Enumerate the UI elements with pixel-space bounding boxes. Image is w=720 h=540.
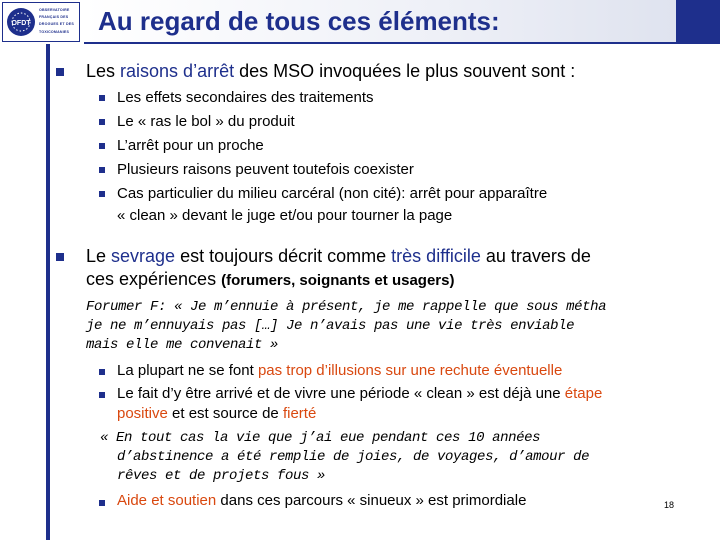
illusions-text: La plupart ne se font (117, 362, 258, 379)
bullet-icon (56, 253, 64, 261)
etape-highlight: étape (564, 385, 603, 402)
sevrage-highlight: sevrage (111, 246, 176, 266)
page-number: 18 (664, 500, 675, 510)
list-item (117, 362, 562, 379)
bullet-icon (56, 68, 64, 76)
source-text: et est source de (167, 405, 283, 422)
list-item-continued (117, 405, 316, 422)
logo-line: FRANÇAIS DES (39, 15, 69, 20)
list-item: Le « ras le bol » du produit (117, 113, 295, 130)
sub-bullet-icon (99, 392, 105, 398)
list-item: Plusieurs raisons peuvent toutefois coexister (117, 161, 414, 178)
sources-note: (forumers, soignants et usagers) (221, 272, 455, 289)
illusions-highlight: pas trop d’illusions sur une rechute éventuelle (257, 362, 563, 379)
list-item: Cas particulier du milieu carcéral (non cité): arrêt pour apparaître (117, 185, 548, 202)
sub-bullet-icon (99, 191, 105, 197)
corner-block (676, 0, 720, 44)
sub-bullet-icon (99, 119, 105, 125)
lead-highlight: raisons d’arrêt (120, 61, 235, 81)
section2-lead (86, 246, 591, 267)
clean-period-text: Le fait d’y être arrivé et de vivre une période « clean » est déjà une (117, 385, 565, 402)
quote-line: « En tout cas la vie que j’ai eue pendant ces 10 années (100, 430, 541, 446)
sub-bullet-icon (99, 143, 105, 149)
logo-text (39, 7, 77, 36)
quote-line: Forumer F: « Je m’ennuie à présent, je me rappelle que sous métha (86, 299, 607, 315)
fierte-highlight: fierté (282, 405, 317, 422)
quote-line: d’abstinence a été remplie de joies, de voyages, d’amour de (117, 449, 590, 465)
closing-text: dans ces parcours « sinueux » est primordiale (216, 492, 527, 509)
logo-emblem-icon (6, 7, 36, 37)
sevrage-text-end: au travers de (480, 246, 591, 266)
quote-line: mais elle me convenait » (86, 337, 279, 353)
support-highlight: Aide et soutien (117, 492, 217, 509)
slide-title: Au regard de tous ces éléments: (98, 6, 500, 36)
sub-bullet-icon (99, 500, 105, 506)
list-item (117, 385, 602, 402)
quote-line: je ne m’ennuyais pas […] Je n’avais pas une vie très enviable (86, 318, 575, 334)
sub-bullet-icon (99, 95, 105, 101)
list-item: L’arrêt pour un proche (117, 137, 264, 154)
experiences-text: ces expériences (86, 269, 222, 289)
list-item-continued: « clean » devant le juge et/ou pour tourner la page (117, 207, 453, 224)
logo-line: DROGUES ET DES (39, 22, 74, 27)
logo-line: TOXICOMANIES (39, 29, 70, 34)
positive-highlight: positive (117, 405, 168, 422)
section2-line2 (86, 269, 454, 290)
list-item: Les effets secondaires des traitements (117, 89, 374, 106)
sub-bullet-icon (99, 167, 105, 173)
section1-lead (86, 61, 575, 82)
closing-item (117, 492, 526, 509)
lead-text-end: des MSO invoquées le plus souvent sont : (234, 61, 576, 81)
header-rule (84, 42, 676, 44)
sevrage-text: Le (86, 246, 112, 266)
sevrage-text-mid: est toujours décrit comme (175, 246, 392, 266)
left-rule (46, 44, 50, 540)
lead-text: Les (86, 61, 121, 81)
sub-bullet-icon (99, 369, 105, 375)
quote-line: rêves et de projets fous » (117, 468, 326, 484)
ofdt-logo (2, 2, 80, 42)
difficulty-highlight: très difficile (391, 246, 481, 266)
logo-line: OBSERVATOIRE (39, 8, 70, 12)
logo-emblem-text: OFDT (11, 20, 31, 27)
